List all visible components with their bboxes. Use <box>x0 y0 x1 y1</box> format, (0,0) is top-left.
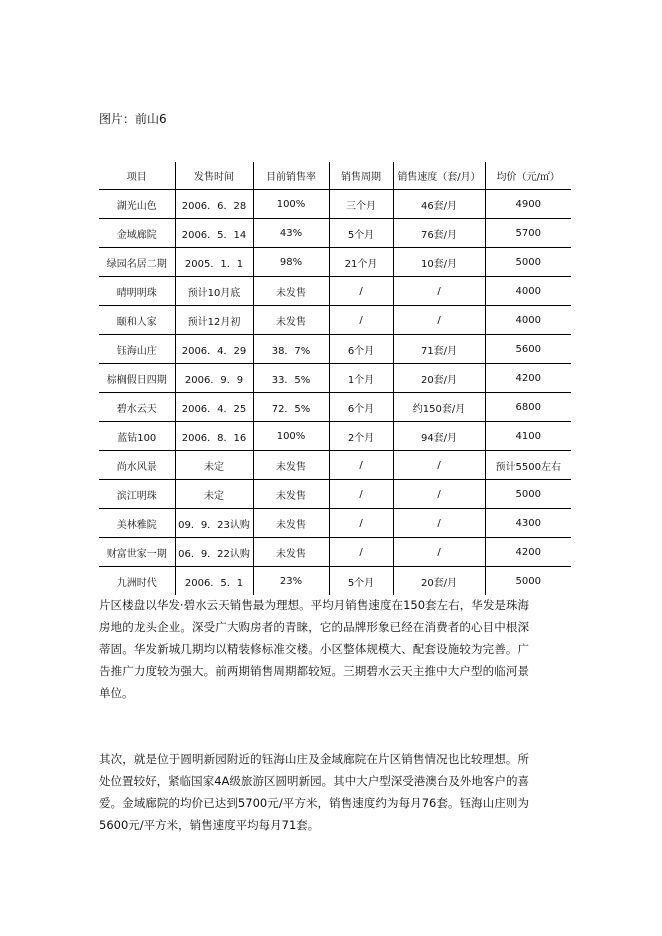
cell-value: 未定 <box>204 461 224 473</box>
sales-table <box>99 162 571 595</box>
cell-value: 10套/月 <box>420 258 458 270</box>
cell-value: 23% <box>279 575 303 587</box>
table-cell <box>393 364 485 393</box>
table-cell <box>175 422 253 451</box>
table-cell <box>485 567 571 596</box>
cell-value: 未发售 <box>276 548 306 560</box>
cell-value: 4900 <box>515 198 541 210</box>
cell-value: 钰海山庄 <box>116 345 157 357</box>
cell-value: 43% <box>279 227 303 239</box>
table-cell <box>175 451 253 480</box>
table-cell <box>393 219 485 248</box>
table-cell <box>485 335 571 364</box>
table-cell <box>329 219 393 248</box>
cell-value: 财富世家一期 <box>106 548 167 560</box>
table-cell <box>329 509 393 538</box>
table-cell <box>253 480 329 509</box>
table-row <box>99 306 571 335</box>
column-header-label: 项目 <box>126 172 147 183</box>
table-cell <box>99 335 175 364</box>
table-cell <box>485 393 571 422</box>
table-cell <box>175 190 253 219</box>
cell-value: 100% <box>276 430 306 442</box>
table-cell <box>99 248 175 277</box>
table-cell <box>485 248 571 277</box>
table-cell <box>99 538 175 567</box>
table-row <box>99 567 571 596</box>
table-cell <box>175 480 253 509</box>
cell-value: 未发售 <box>276 519 306 531</box>
table-cell <box>175 248 253 277</box>
cell-value: 美林雅院 <box>116 519 157 531</box>
table-cell <box>485 480 571 509</box>
table-cell <box>253 364 329 393</box>
table-cell <box>393 248 485 277</box>
cell-value: 20套/月 <box>420 374 458 386</box>
table-cell <box>253 567 329 596</box>
cell-value: 5600 <box>515 343 541 355</box>
cell-value: 98% <box>279 256 303 268</box>
table-row <box>99 480 571 509</box>
table-cell <box>99 306 175 335</box>
table-cell <box>99 219 175 248</box>
cell-value: 滨江明珠 <box>116 490 157 502</box>
cell-value: / <box>359 546 363 558</box>
table-cell <box>329 393 393 422</box>
cell-value: / <box>437 517 441 529</box>
table-cell <box>485 451 571 480</box>
cell-value: 未发售 <box>276 316 306 328</box>
table-cell <box>329 451 393 480</box>
table-row <box>99 364 571 393</box>
cell-value: 预计10月底 <box>187 287 241 299</box>
cell-value: 100% <box>276 198 306 210</box>
cell-value: / <box>437 285 441 297</box>
table-cell <box>329 538 393 567</box>
table-cell <box>99 190 175 219</box>
cell-value: 72．5% <box>271 403 311 415</box>
table-cell <box>253 277 329 306</box>
table-cell <box>253 306 329 335</box>
table-cell <box>329 567 393 596</box>
cell-value: 21个月 <box>344 258 378 270</box>
cell-value: 未发售 <box>276 490 306 502</box>
cell-value: 棕榈假日四期 <box>106 374 167 386</box>
cell-value: 1个月 <box>347 374 375 386</box>
paragraph-1: 片区楼盘以华发·碧水云天销售最为理想。平均月销售速度在150套左右，华发是珠海房地的龙头企业。深受广大购房者的青睐，它的品牌形象已经在消费者的心目中根深蒂固。华发新城几期均以精装修标准交楼。小区整体规模大、配套设施较为完善。广告推广力度较为强大。前两期销售周期都较短。三期碧水云天主推中大户型的临河景单位。 <box>99 598 529 700</box>
cell-value: 5个月 <box>347 229 375 241</box>
table-cell <box>253 422 329 451</box>
column-header <box>329 162 393 190</box>
column-header <box>393 162 485 190</box>
table-cell <box>253 190 329 219</box>
cell-value: 三个月 <box>346 200 376 212</box>
cell-value: / <box>437 488 441 500</box>
cell-value: 蓝钻100 <box>117 432 157 444</box>
table-cell <box>329 277 393 306</box>
cell-value: 晴明明珠 <box>116 287 157 299</box>
cell-value: / <box>359 314 363 326</box>
table-cell <box>485 364 571 393</box>
table-cell <box>253 509 329 538</box>
table-cell <box>99 422 175 451</box>
table-cell <box>175 219 253 248</box>
table-cell <box>393 480 485 509</box>
table-cell <box>99 277 175 306</box>
table-cell <box>253 248 329 277</box>
table-cell <box>175 393 253 422</box>
table-cell <box>253 451 329 480</box>
table-row <box>99 190 571 219</box>
cell-value: 6个月 <box>347 403 375 415</box>
cell-value: / <box>359 285 363 297</box>
table-cell <box>393 422 485 451</box>
cell-value: 未发售 <box>276 461 306 473</box>
table-cell <box>485 422 571 451</box>
cell-value: 94套/月 <box>420 432 458 444</box>
table-row <box>99 335 571 364</box>
cell-value: 33．5% <box>271 374 311 386</box>
table-cell <box>393 393 485 422</box>
cell-value: 碧水云天 <box>116 403 157 415</box>
table-cell <box>253 335 329 364</box>
cell-value: 九洲时代 <box>116 577 157 589</box>
table-cell <box>393 277 485 306</box>
table-cell <box>253 393 329 422</box>
table-cell <box>329 248 393 277</box>
column-header-label: 销售周期 <box>341 172 381 183</box>
table-cell <box>175 306 253 335</box>
table-cell <box>329 306 393 335</box>
cell-value: 6个月 <box>347 345 375 357</box>
table-cell <box>393 538 485 567</box>
table-cell <box>329 480 393 509</box>
table-cell <box>485 509 571 538</box>
paragraph-2: 其次，就是位于圆明新园附近的钰海山庄及金域廊院在片区销售情况也比较理想。所处位置较好，紧临国家4A级旅游区圆明新园。其中大户型深受港澳台及外地客户的喜爱。金域廊院的均价已达到5700元/平方米，销售速度约为每月76套。钰海山庄则为5600元/平方米，销售速度平均每月71套。 <box>99 752 529 832</box>
cell-value: 约150套/月 <box>412 403 466 415</box>
cell-value: 2006．9．9 <box>184 374 244 386</box>
cell-value: 5000 <box>515 575 541 587</box>
table-row <box>99 277 571 306</box>
cell-value: 尚水风景 <box>116 461 157 473</box>
table-cell <box>99 451 175 480</box>
table-cell <box>329 335 393 364</box>
cell-value: 未发售 <box>276 287 306 299</box>
cell-value: 2006．5．1 <box>184 577 244 589</box>
cell-value: / <box>359 488 363 500</box>
column-header <box>253 162 329 190</box>
column-header <box>99 162 175 190</box>
cell-value: / <box>359 517 363 529</box>
cell-value: / <box>437 459 441 471</box>
table-cell <box>175 567 253 596</box>
cell-value: 未定 <box>204 490 224 502</box>
table-cell <box>253 538 329 567</box>
column-header-label: 销售速度（套/月） <box>397 172 481 183</box>
table-cell <box>393 451 485 480</box>
cell-value: 5个月 <box>347 577 375 589</box>
table-cell <box>485 277 571 306</box>
cell-value: 6800 <box>515 401 541 413</box>
table-cell <box>329 364 393 393</box>
table-cell <box>393 306 485 335</box>
cell-value: 4200 <box>515 546 541 558</box>
column-header-label: 发售时间 <box>194 172 234 183</box>
table-cell <box>175 509 253 538</box>
cell-value: 5000 <box>515 256 541 268</box>
table-body <box>99 190 571 596</box>
cell-value: 2006．6．28 <box>181 200 247 212</box>
table-cell <box>329 190 393 219</box>
cell-value: 2006．8．16 <box>181 432 247 444</box>
table-row <box>99 538 571 567</box>
table-row <box>99 451 571 480</box>
cell-value: 4000 <box>515 314 541 326</box>
table-cell <box>393 567 485 596</box>
cell-value: 46套/月 <box>420 200 458 212</box>
cell-value: / <box>359 459 363 471</box>
cell-value: 预计12月初 <box>187 316 241 328</box>
table-cell <box>99 364 175 393</box>
table-cell <box>393 335 485 364</box>
column-header-label: 均价（元/㎡） <box>496 172 560 183</box>
cell-value: 2006．5．14 <box>181 229 247 241</box>
table-row <box>99 422 571 451</box>
column-header <box>175 162 253 190</box>
table-header-row <box>99 162 571 190</box>
table-cell <box>485 190 571 219</box>
cell-value: 5700 <box>515 227 541 239</box>
cell-value: 2006．4．29 <box>181 345 247 357</box>
table-cell <box>175 277 253 306</box>
cell-value: 4200 <box>515 372 541 384</box>
image-caption: 图片：前山6 <box>99 112 167 126</box>
column-header-label: 目前销售率 <box>266 172 316 183</box>
table-cell <box>485 538 571 567</box>
table-cell <box>99 393 175 422</box>
table-row <box>99 219 571 248</box>
table-cell <box>485 306 571 335</box>
cell-value: / <box>437 314 441 326</box>
table-cell <box>253 219 329 248</box>
table-cell <box>393 190 485 219</box>
cell-value: 2005．1．1 <box>184 258 244 270</box>
table-cell <box>99 509 175 538</box>
column-header <box>485 162 571 190</box>
cell-value: 湖光山色 <box>116 200 157 212</box>
cell-value: 预计5500左右 <box>495 461 561 473</box>
cell-value: 2006．4．25 <box>181 403 247 415</box>
cell-value: 38．7% <box>271 345 311 357</box>
cell-value: 4000 <box>515 285 541 297</box>
cell-value: 4100 <box>515 430 541 442</box>
cell-value: 06．9．22认购 <box>178 548 250 560</box>
cell-value: 20套/月 <box>420 577 458 589</box>
table-cell <box>485 219 571 248</box>
cell-value: 5000 <box>515 488 541 500</box>
cell-value: 76套/月 <box>420 229 458 241</box>
cell-value: 4300 <box>515 517 541 529</box>
cell-value: 绿园名居二期 <box>106 258 167 270</box>
cell-value: 09．9．23认购 <box>178 519 250 531</box>
table-cell <box>99 567 175 596</box>
table-row <box>99 509 571 538</box>
cell-value: 金域廊院 <box>116 229 157 241</box>
table-row <box>99 393 571 422</box>
table-cell <box>393 509 485 538</box>
table-row <box>99 248 571 277</box>
cell-value: 71套/月 <box>420 345 458 357</box>
table-cell <box>175 335 253 364</box>
table-cell <box>329 422 393 451</box>
table-cell <box>175 538 253 567</box>
table-cell <box>99 480 175 509</box>
cell-value: 2个月 <box>347 432 375 444</box>
cell-value: / <box>437 546 441 558</box>
table-cell <box>175 364 253 393</box>
cell-value: 颐和人家 <box>116 316 157 328</box>
